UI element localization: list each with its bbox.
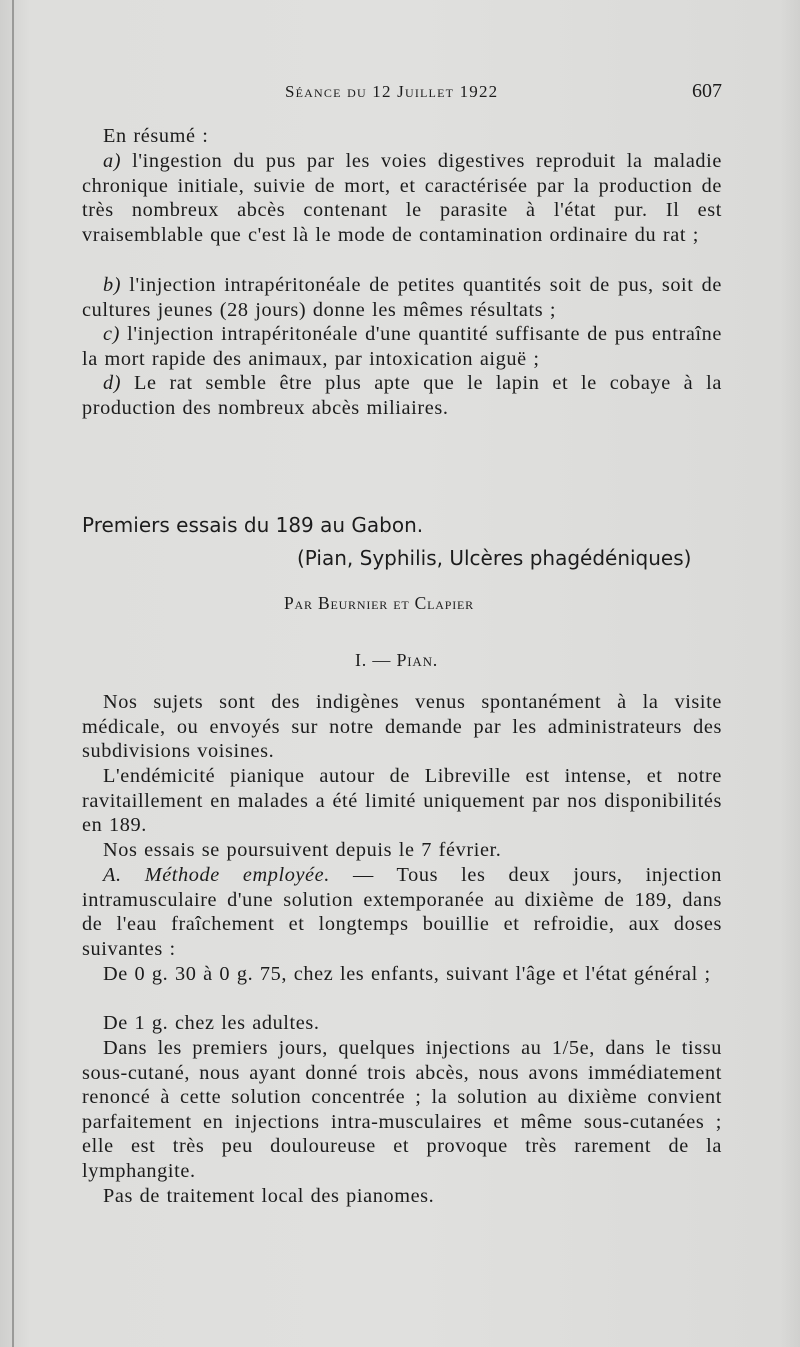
summary-item-a-label: a): [103, 150, 122, 172]
paragraph-8: Pas de traitement local des pianomes.: [103, 1185, 435, 1207]
section-title: I. — Pian.: [355, 650, 439, 670]
page-number: 607: [692, 80, 722, 102]
summary-item-d: [82, 371, 722, 420]
paragraph-4: [82, 863, 722, 961]
summary-item-b-label: b): [103, 274, 122, 296]
paragraph-6: De 1 g. chez les adultes.: [103, 1012, 320, 1034]
paragraph-5: De 0 g. 30 à 0 g. 75, chez les enfants, suivant l'âge et l'état général ;: [103, 963, 711, 985]
summary-item-d-label: d): [103, 372, 122, 394]
summary-item-a: [82, 149, 722, 247]
method-label: A. Méthode employée.: [103, 864, 330, 886]
page-left-edge: [12, 0, 14, 1347]
article-title-line1: Premiers essais du 189 au Gabon.: [82, 513, 424, 537]
summary-item-d-text: Le rat semble être plus apte que le lapin et le cobaye à la production des nombreux abcès miliaires.: [82, 372, 722, 419]
article-title-line2: (Pian, Syphilis, Ulcères phagédéniques): [297, 546, 692, 570]
summary-item-c-text: l'injection intrapéritonéale d'une quantité suffisante de pus entraîne la mort rapide des animaux, par intoxication aiguë ;: [82, 323, 722, 370]
article-authors: Par Beurnier et Clapier: [284, 593, 474, 613]
paragraph-3: Nos essais se poursuivent depuis le 7 février.: [103, 839, 502, 861]
summary-intro-text: En résumé :: [103, 125, 209, 147]
running-header: [0, 80, 800, 110]
summary-item-a-text: l'ingestion du pus par les voies digestives reproduit la maladie chronique initiale, suivie de mort, et caractérisée par la production de très nombreux abcès contenant le parasite à l'état pur. Il est vraisemblable que c'est là le mode de contamination ordinaire du rat ;: [82, 150, 722, 246]
summary-item-c-label: c): [103, 323, 120, 345]
summary-item-c: [82, 322, 722, 371]
summary-item-b-text: l'injection intrapéritonéale de petites quantités soit de pus, soit de cultures jeunes (28 jours) donne les mêmes résultats ;: [82, 274, 722, 321]
paragraph-1: Nos sujets sont des indigènes venus spontanément à la visite médicale, ou envoyés sur notre demande par les administrateurs des subdivisions voisines.: [82, 691, 722, 763]
running-title: Séance du 12 Juillet 1922: [285, 82, 499, 101]
method-text: — Tous les deux jours, injection intramusculaire d'une solution extemporanée au dixième de 189, dans de l'eau fraîchement et longtemps bouillie et refroidie, aux doses suivantes :: [82, 864, 722, 960]
summary-item-b: [82, 273, 722, 322]
paragraph-7: Dans les premiers jours, quelques injections au 1/5e, dans le tissu sous-cutané, nous ayant donné trois abcès, nous avons immédiatement renoncé à cette solution concentrée ; la solution au dixième convient parfaitement en injections intra-musculaires et même sous-cutanées ; elle est très peu douloureuse et provoque très rarement de la lymphangite.: [82, 1037, 722, 1182]
paragraph-2: L'endémicité pianique autour de Libreville est intense, et notre ravitaillement en malades a été limité uniquement par nos disponibilités en 189.: [82, 765, 722, 837]
summary-intro: [82, 124, 722, 149]
